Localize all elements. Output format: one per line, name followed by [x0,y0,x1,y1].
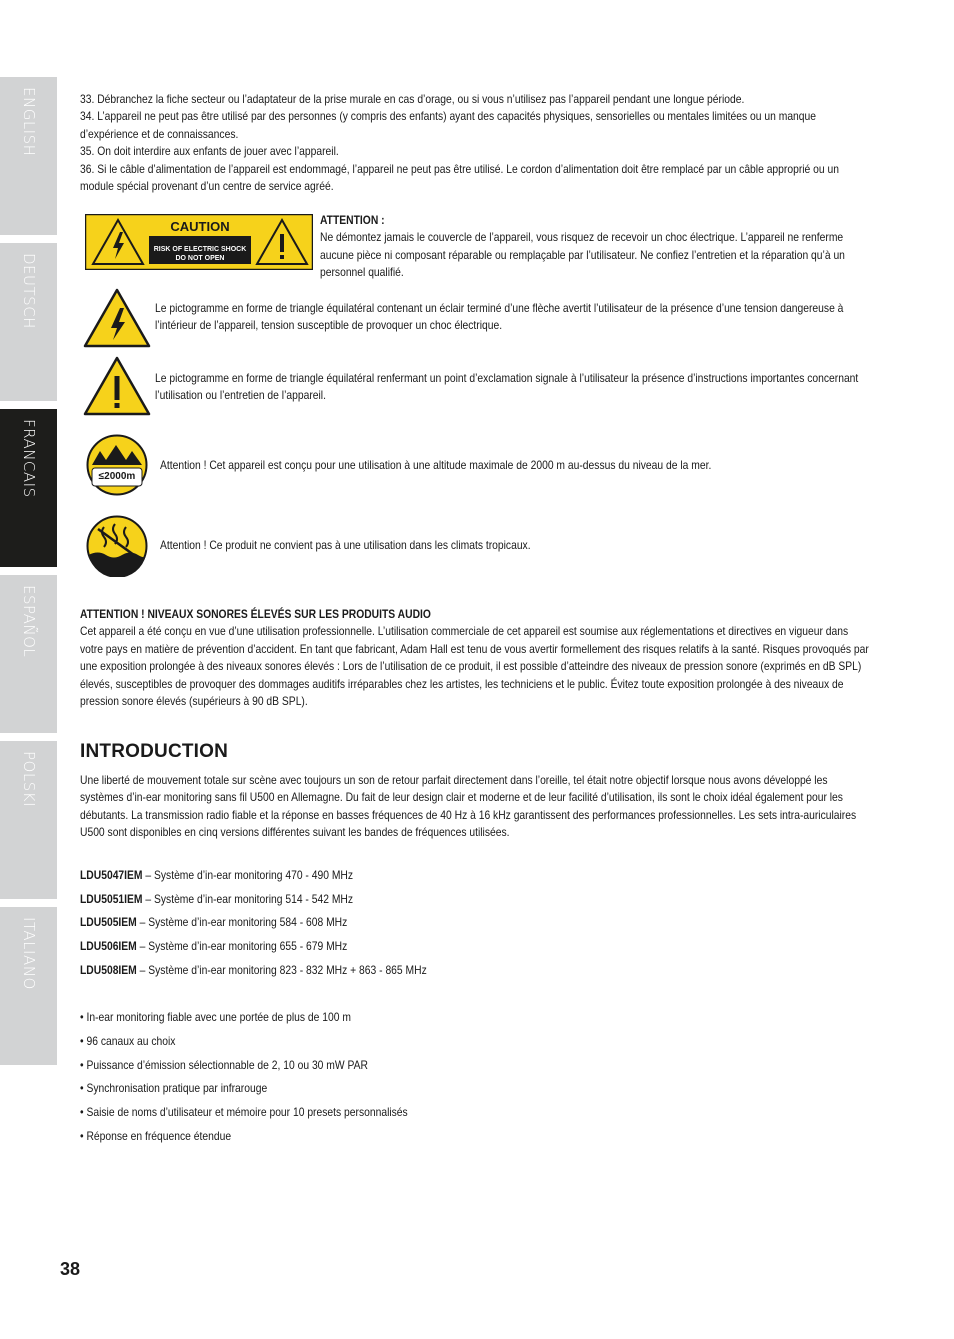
sound-warning-heading: ATTENTION ! NIVEAUX SONORES ÉLEVÉS SUR LES PRODUITS AUDIO [80,607,431,621]
sound-warning [80,606,875,710]
feature-list [80,1006,875,1149]
caution-label [85,214,313,270]
feature-item: • Saisie de noms d’utilisateur et mémoire pour 10 presets personnalisés [80,1105,408,1120]
model-item: LDU5047IEM – Système d’in-ear monitoring 470 - 490 MHz [80,868,354,882]
model-item: LDU508IEM – Système d’in-ear monitoring 823 - 832 MHz + 863 - 865 MHz [80,962,427,977]
feature-item: • In-ear monitoring fiable avec une portée de plus de 100 m [80,1010,351,1024]
model-list [80,864,875,983]
tab-deutsch[interactable]: DEUTSCH [0,243,57,401]
exclamation-description: Le pictogramme en forme de triangle équilatéral renfermant un point d’exclamation signale à l’utilisateur la présence d’instructions importantes concernant l’utilisation ou l’entretien de l’appareil. [155,371,859,403]
altitude-icon [86,434,148,496]
safety-item: 33. Débranchez la fiche secteur ou l’adaptateur de la prise murale en cas d’orage, ou si vous n’utilisez pas l’appareil pendant une longue période. [80,92,745,106]
lightning-triangle-icon [83,288,151,348]
model-item: LDU5051IEM – Système d’in-ear monitoring 514 - 542 MHz [80,891,354,906]
feature-item: • Synchronisation pratique par infrarouge [80,1081,268,1096]
safety-item: 35. On doit interdire aux enfants de jouer avec l’appareil. [80,144,339,159]
model-item: LDU506IEM – Système d’in-ear monitoring 655 - 679 MHz [80,939,348,954]
exclamation-triangle-icon [83,356,151,416]
safety-list [80,91,875,195]
tropical-climate-icon [86,515,148,577]
caution-title: CAUTION [170,219,230,234]
introduction-heading: INTRODUCTION [80,741,229,762]
tab-espanol[interactable]: ESPAÑOL [0,575,57,733]
feature-item: • Réponse en fréquence étendue [80,1128,232,1143]
feature-item: • 96 canaux au choix [80,1033,176,1048]
tab-italiano[interactable]: ITALIANO [0,907,57,1065]
attention-text: Ne démontez jamais le couvercle de l’appareil, vous risquez de recevoir un choc électrique. L’appareil ne renferme aucune pièce ni composant réparable ou remplaçable par l’utilisateur. Ne confiez l’entretien et la réparation qu’à un personnel qualifié. [320,230,845,280]
feature-item: • Puissance d’émission sélectionnable de 2, 10 ou 30 mW PAR [80,1057,368,1072]
altitude-icon-label: ≤2000m [98,471,136,482]
caution-line1: RISK OF ELECTRIC SHOCK [153,246,247,253]
page-number: 38 [60,1259,81,1279]
attention-block [320,212,868,282]
attention-heading: ATTENTION : [320,213,385,227]
caution-line2: DO NOT OPEN [175,255,225,262]
tab-polski[interactable]: POLSKI [0,741,57,899]
introduction-text: Une liberté de mouvement totale sur scène avec toujours un son de retour parfait directement dans l’oreille, tel était notre objectif lorsque nous avons développé les systèmes d’in-ear monitoring sans fil U500 en Allemagne. Du fait de leur design clair et moderne et de leur facilité d’utilisation, ils sont le choix idéal également pour les débutants. La transmission radio fiable et la réponse en basses fréquences de 40 Hz à 16 kHz garantissent des performances professionnelles. Les sets intra-auriculaires U500 sont disponibles en cinq versions différentes suivant les bandes de fréquences utilisées. [80,773,857,840]
tropical-description: Attention ! Ce produit ne convient pas à une utilisation dans les climats tropicaux. [160,538,531,552]
lightning-description: Le pictogramme en forme de triangle équilatéral contenant un éclair terminé d’une flèche avertit l’utilisateur de la présence d’une tension dangereuse à l’intérieur de l’appareil, tension susceptible de provoquer un choc électrique. [155,301,844,333]
safety-item: 34. L’appareil ne peut pas être utilisé par des personnes (y compris des enfants) ayant des capacités physiques, sensorielles ou mentales limitées ou un manque d’expérience et de connaissances. [80,109,817,141]
altitude-description: Attention ! Cet appareil est conçu pour une utilisation à une altitude maximale de 2000 m au-dessus du niveau de la mer. [160,458,712,472]
model-item: LDU505IEM – Système d’in-ear monitoring 584 - 608 MHz [80,915,348,930]
tab-francais[interactable]: FRANCAIS [0,409,57,567]
tab-english[interactable]: ENGLISH [0,77,57,235]
safety-item: 36. Si le câble d’alimentation de l’appareil est endommagé, l’appareil ne peut pas être utilisé. Le cordon d’alimentation doit être remplacé par un câble approprié ou un module spécial provenant d’un centre de service agréé. [80,161,839,194]
sound-warning-text: Cet appareil a été conçu en vue d’une utilisation professionnelle. L’utilisation commerciale de cet appareil est soumise aux réglementations et directives en vigueur dans votre pays en matière de prévention d’accident. En tant que fabricant, Adam Hall est tenu de vous avertir formellement des risques relatifs à la santé. Risques provoqués par une exposition prolongée à des niveaux sonores élevés : Lors de l’utilisation de ce produit, il est possible d’atteindre des niveaux de pression sonore (exprimés en dB SPL) élevés, susceptibles de provoquer des dommages auditifs irréparables chez les artistes, les techniciens et le public. Évitez toute exposition prolongée à des niveaux de pression sonore élevés (supérieurs à 90 dB SPL). [80,624,869,709]
